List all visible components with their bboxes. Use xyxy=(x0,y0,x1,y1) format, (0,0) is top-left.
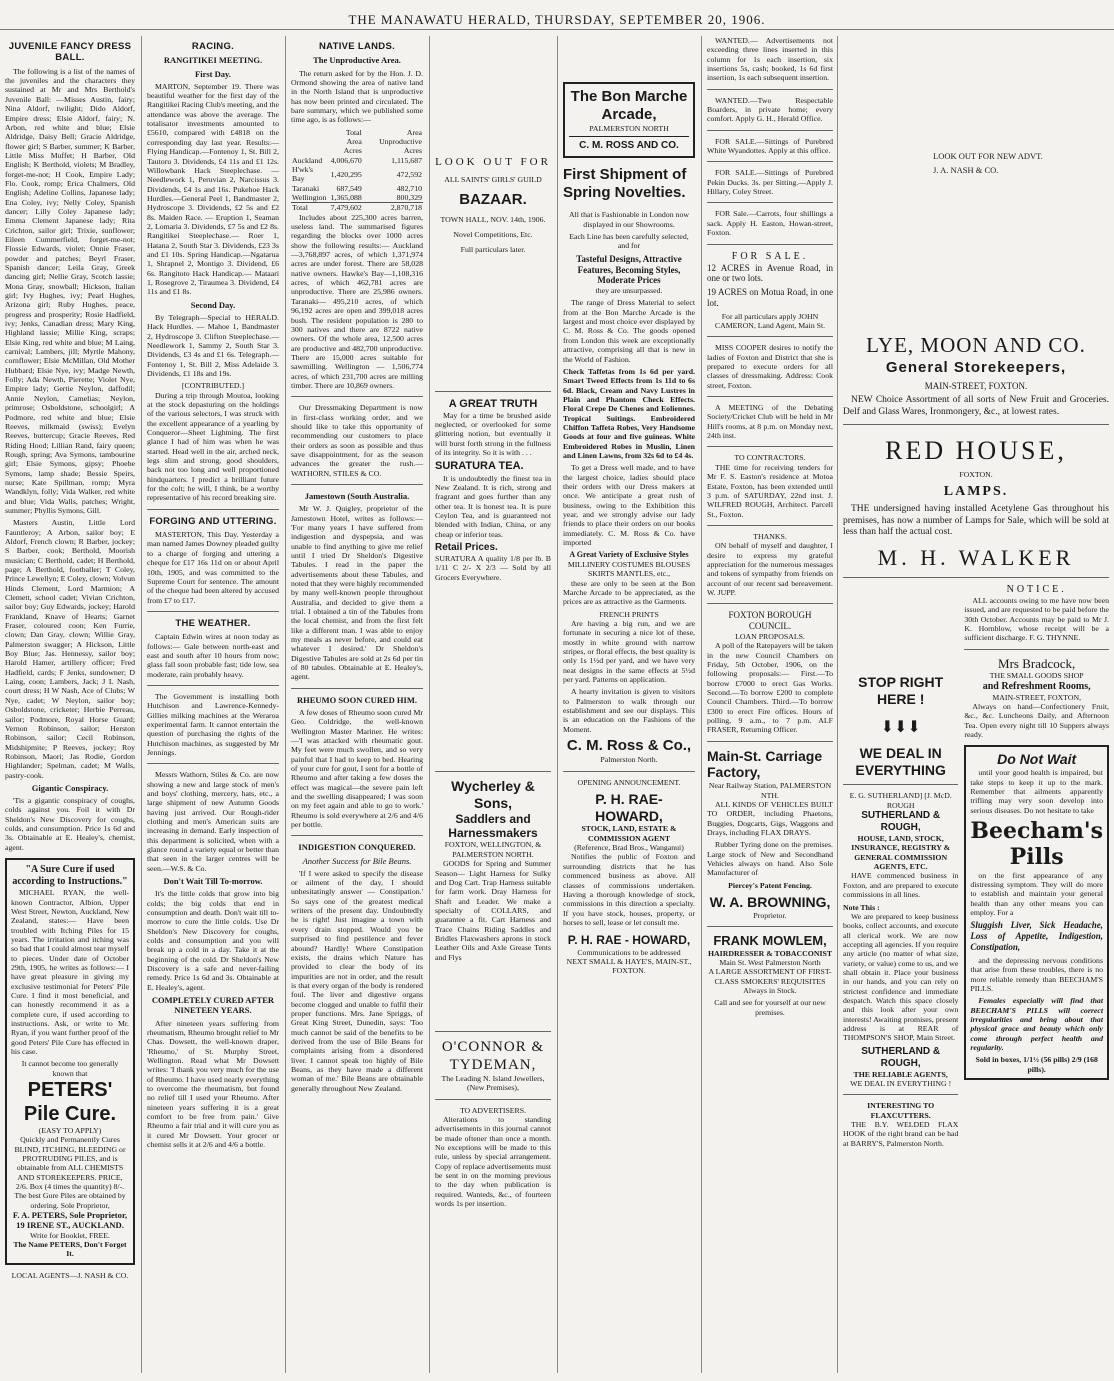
section-subtitle: Don't Wait Till To-morrow. xyxy=(163,876,263,887)
ad-body: May for a time be brushed aside neglected, or overlooked for some glittering notion, but eventually it will burst forth strong in the fullness of its integrity. So it is with . . . xyxy=(435,410,551,458)
ad-text: Proprietor. xyxy=(753,910,787,920)
article-body: 'Tis a gigantic conspiracy of coughs, colds against you. Foil it with Dr Sheldon's New Discovery for coughs, colds, and consumption. Price 1s 6d and 3s. Obtainable at E. Healey's, chemist, agent. xyxy=(5,796,135,852)
article-body: 'If I were asked to specify the disease or ailment of the day, I should unhesitatingly answer — Constipation.' So says one of the greatest medical writers of the present day. Undoubtedly he is right! Just imagine a town with every drain stopped. Would you be surprised to find pestilence and fever abound? Hardly! Where Constipation exists, the drains which Nature has provided to clear the body of its impurities are not in order, and the result is that every organ of the body is rendered foul. The liver and digestive organs become clogged and unable to fulfil their proper functions. Mrs. Jane Spriggs, of Great King Street, Dunedin, says: 'Too much cannot be said of the benefits to be derived from the use of Bile Beans for complaints arising from a disordered liver. I cannot speak too highly of Bile Beans, as they have made a different woman of me.' Bile Beans are obtainable generally throughout New Zealand. xyxy=(291,868,423,1093)
peters-ad xyxy=(5,858,135,1265)
ad-text: FRENCH PRINTS xyxy=(599,609,659,619)
ad-text: Sluggish Liver, Sick Headache, Loss of Appetite, Indigestion, Constipation, xyxy=(970,920,1103,953)
ad-body: All that is Fashionable in London now displayed in our Showrooms. xyxy=(569,210,689,229)
ad-headline: SURATURA TEA. xyxy=(435,460,524,473)
local-agents: LOCAL AGENTS—J. NASH & CO. xyxy=(11,1270,129,1280)
ad-headline: NOTICE. xyxy=(1006,584,1067,596)
ad-body: NEW Choice Assortment of all sorts of New Fruit and Groceries. Delf and Glass Wares, Ironmongery, &c., at lowest rates. xyxy=(843,395,1109,417)
section-subtitle: RANGITIKEI MEETING. xyxy=(163,55,263,66)
ad-body: Check Taffetas from 1s 6d per yard. Smart Tweed Effects from 1s 11d to 6s 6d. Black, Cream and Navy Lustres in Plain and Phantom Check Effects. Floral Crepe De Chenes and Eoliennes. Tropical Suitings. Embroidered Chiffon Taffeta Robes, Very Handsome Goods at four and five guineas. White Embroidered Robes in Muslin, Linen and Linen Lawns, from 32s 6d to £4 4s. xyxy=(563,366,695,460)
ad-body: Rubber Tyring done on the premises. Large stock of New and Secondhand Vehicles always on hand. Also Sole Manufacturer of xyxy=(707,840,833,878)
ad-body: It is undoubtedly the finest tea in New Zealand. It is rich, strong and fragrant and goes further than any other tea. It is honest tea. It is pure Ceylon Tea, and is guaranteed not blended with Indian, China, or any cheap or inferior teas. xyxy=(435,473,551,539)
ad-body: To get a Dress well made, and to have the largest choice, ladies should place their orders with our Dress makers at once. We anticipate a great rush of business, owing to the Exhibition this year, and we strongly advise our lady friends to place their orders on our books immediately. C. M. Ross & Co. have imported xyxy=(563,463,695,548)
ad-text: Write for Booklet, FREE. xyxy=(29,1230,111,1240)
ad-text: Main St. West Palmerston North xyxy=(719,958,821,968)
classified-ad: MISS COOPER desires to notify the ladies of Foxton and District that she is prepared to execute orders for all classes of dressmaking. Address: Cook street, Foxton. xyxy=(707,343,833,390)
ad-text: MAIN-STREET, FOXTON. xyxy=(924,380,1028,391)
ad-body: Are having a big run, and we are fortunate in securing a nice lot of these, mostly in white ground with narrow stripes, or floral effects, the best quality is only 1s 1½d per yard, and we have very neat designs in the same effects at 5½d per yard. Patterns on application. xyxy=(563,619,695,685)
ad-headline: OPENING ANNOUNCEMENT. xyxy=(577,777,681,787)
classified-ad: FOR SALE.—Sittings of Purebred Pekin Ducks. 3s. per Sitting.—Apply J. Hillary, Coley Street. xyxy=(707,168,833,197)
article-body: It's the little colds that grow into big colds; the big colds that end in consumption and death. Don't wait till to-morrow to cure the little colds. Use Dr Sheldon's New Discovery for coughs, colds and consumption and you will break up a cold in a day. Take it at the beginning of the cold. Dr Sheldon's New Discovery is a safe and never-failing remedy. Price 1s 6d and 3s. Obtainable at E. Healey's, agent. xyxy=(147,889,279,992)
ad-body: on the first appearance of any distressing symptom. They will do more to establish and maintain your general health than any other means you can employ. For a xyxy=(970,870,1103,918)
ad-brand: C. M. Ross & Co., xyxy=(566,737,692,755)
ad-text: The Leading N. Island Jewellers, (New Premises), xyxy=(441,1073,545,1093)
article-body: A few doses of Rheumo soon cured Mr Geo. Coldridge, the well-known Wellington Master Mariner. He writes:—'I was attacked with rheumatic gout. My feet were much swollen, and so very painful that I had to keep to bed. Hearing of your cure for gout, I sent for a bottle of Rheumo and after taking a few doses the effect was magical—the severe pain left and the swelling disappeared; I was soon on my feet again and able to go to work.' Rheumo is sold everywhere at 2/6 and 4/6 per bottle. xyxy=(291,707,423,830)
article-body: MASTERTON, This Day. Yesterday a man named James Downey pleaded guilty to a charge of forging and uttering a cheque for £17 16s 11d on or about April 10th, 1905, and was committed to the Supreme Court for sentence. The amount of the cheque had been altered by accused from £7 to £17. xyxy=(147,530,279,605)
article-body: MARTON, September 19. There was beautiful weather for the first day of the Rangitikei Racing Club's meeting, and the attendance was above the average. The totalisator investments amounted to £5610, compared with £4818 on the corresponding day last year. Results:— Flying Handicap.—Fontenoy 1, St. Bill 2, Tautoru 3. Dividends, £4 11s and £1 12s. Willowbank Hack Steeplechase. —Needlework 1, Peruvian 2, Narcissus 3. Dividends, £4 1s and 16s. Pukehoe Hack Hurdles.—General Peel 1, Bandmaster 2, Hydroscope 3. Dividends, £2 5s and £2 8s. Maiden Race. — Eruption 1, Seaman 2, Lomaria 3. Dividends, £7 5s and £2 8s. Rangitikei Steeplechase.— Roer 1, Hatana 2, South Star 3. Dividends, £23 3s and £1 10s. Spring Handicap.—Ngatarua 1, Shrapnel 2, Montigo 3. Dividend, £6 6s. Rangitoto Hack Handicap.— Mataari 1, Rosegrove 2, Tiraumea 3. Dividend, £4 11s and £1 8s. xyxy=(147,81,279,297)
ad-text: THE SMALL GOODS SHOP xyxy=(989,671,1084,681)
beecham-ad xyxy=(964,745,1109,1080)
ad-body: THE B.Y. WELDED FLAX HOOK of the right brand can be had at BARRY'S, Palmerston North. xyxy=(843,1120,959,1148)
ad-text: (Reference, Brad Bros., Wanganui) xyxy=(574,843,684,853)
ad-text: (EASY TO APPLY) xyxy=(38,1126,102,1136)
article-body: The Government is installing both Hutchison and Lawrence-Kennedy-Gillies milking machines at the Weraroa experimental farm. It cannot entertain the question of purchasing the rights of the Hutchison machines, as suggested by Mr Jennings. xyxy=(147,691,279,758)
section-title: THE WEATHER. xyxy=(175,617,251,629)
ad-body: Females especially will find that BEECHAM'S PILLS will correct irregularities and bring about that physical grace and beauty which only come through perfect health and regularity. xyxy=(970,996,1103,1052)
native-land-table xyxy=(291,128,423,213)
nash-notice xyxy=(933,151,1043,175)
article-body: After nineteen years suffering from rheumatism, Rheumo brought relief to Mr Chas. Dowsett, the well-known draper, 'Rheumo,' of St. Murphy Street, Wellington. Read what Mr Dowsett writes: 'I thank you very much for the use of Rheumo. I have used nearly everything to overcome the rheumatism, but found no relief till I used your Rheumo. After nineteen years suffering it is a great comfort to be free from pain.' Give Rheumo a fair trial and it will cure you as it cured Mr Dowsett. Your grocer or chemist sells it at 2/6 and 4/6 a bottle. xyxy=(147,1018,279,1149)
ad-brand: Wycherley & Sons, xyxy=(451,778,535,811)
ad-body: these are only to be seen at the Bon Marche Arcade to be appreciated, as the prices are as attractive as the Garments. xyxy=(563,578,695,607)
article-body: Mr W. J. Quigley, proprietor of the Jamestown Hotel, writes as follows:— 'For many years I have suffered from indigestion and dyspepsia, and was unable to find anything to give me relief until I tried Dr Sheldon's Digestive Tabules. I read in the paper the advertisements about these Tabules, and noted that they were highly recommended by many well-known people throughout Australia, and decided to give them a trial. I obtained a tin of the Tabules from the local chemist, and from the first felt like a different man. I was able to enjoy my meals as never before, and could eat whatever I desired.' Dr Sheldon's Digestive Tabules are sold at 2s 6d per tin of 80 tabules. Obtainable at E. Healey's, agent. xyxy=(291,504,423,682)
ad-text: NEXT SMALL & HAYE'S, MAIN-ST., FOXTON. xyxy=(566,956,692,976)
classified-heading: LOAN PROPOSALS. xyxy=(735,631,805,641)
article-body: Captain Edwin wires at noon today as follows:— Gale between north-east and east and south after 10 hours from now; glass fall soon probable fast; tide low, sea moderate, rain probably heavy. xyxy=(147,632,279,679)
article-body: Includes about 225,300 acres barren, useless land. The summarised figures regarding the blocks over 1000 acres show the following results:— Auckland—3,768,897 acres, of which 1,371,974 acres are under forest. There are 58,028 native owners. Hawke's Bay—1,108,316 acres, of which 462,781 acres are unproductive. There are 25,986 owners. Taranaki— 495,210 acres, of which 96,192 acres are open and 399,018 acres bush. The resident population is 280 to 300 natives and there are 8722 native owners. Of the whole area, 12,500 acres are productive and 482,700 unproductive. There are 15,000 acres suitable for sawmilling. Wellington — 1,506,774 acres, of which 231,700 acres are milling timber. There are 10,869 owners. xyxy=(291,212,423,390)
column-3 xyxy=(286,36,428,1373)
ad-text: STOCK, LAND, ESTATE & COMMISSION AGENT xyxy=(581,824,677,843)
ad-headline: "A Sure Cure if used according to Instructions." xyxy=(12,864,128,888)
table-row: Auckland 4,006,670 1,115,687 xyxy=(292,155,422,165)
section-subtitle: Second Day. xyxy=(190,299,236,310)
ad-headline: Saddlers and Harnessmakers xyxy=(448,811,538,841)
ad-brand: W. A. BROWNING, xyxy=(709,894,831,911)
ad-headline: First Shipment of Spring Novelties. xyxy=(563,166,687,202)
classified-ad: For all particulars apply JOHN CAMERON, Land Agent, Main St. xyxy=(714,311,826,331)
bottom-columns xyxy=(843,584,1109,1151)
ad-brand: P. H. RAE - HOWARD, xyxy=(567,933,691,948)
table-row: H'wk's Bay 1,420,295 472,592 xyxy=(292,165,422,184)
ad-text: Novel Competitions, Etc. xyxy=(453,229,533,239)
ad-text: Near Railway Station, PALMERSTON NTH. xyxy=(708,781,832,800)
ad-text: A Great Variety of Exclusive Styles xyxy=(569,550,689,560)
lye-moon-headline: LYE, MOON AND CO. xyxy=(866,333,1086,358)
ad-text: HOUSE, LAND, STOCK, INSURANCE, REGISTRY & GENERAL COMMISSION AGENTS, ETC. xyxy=(851,834,951,872)
classified-ad: FOR SALE.—Sittings of Purebred White Wyandottes. Apply at this office. xyxy=(707,136,833,156)
ad-brand: PETERS' Pile Cure. xyxy=(23,1079,117,1126)
right-subcolumn xyxy=(964,584,1109,1151)
ad-text: MAIN-STREET, FOXTON, xyxy=(992,692,1082,702)
ad-text: LOOK OUT FOR xyxy=(435,156,551,168)
section-subtitle: Another Success for Bile Beans. xyxy=(302,855,412,866)
ad-headline: Retail Prices. xyxy=(435,542,498,554)
ad-brand: SUTHERLAND & ROUGH, xyxy=(861,810,941,834)
article-title: Gigantic Conspiracy. xyxy=(31,782,109,793)
ad-body: A LARGE ASSORTMENT OF FIRST-CLASS SMOKERS' REQUISITES Always in Stock. xyxy=(708,967,832,996)
ad-body: The range of Dress Material to select from at the Bon Marche Arcade is the largest and most choice ever displayed by C. M. Ross & Co. The goods opened from London this week are exceptionally attractive, comprising all that is new in the World of Fashion. xyxy=(563,298,695,364)
ad-body: SURATURA A quality 1/8 per lb. B 1/11 C 2/- X 2/3 — Sold by all Grocers Everywhere. xyxy=(435,554,551,582)
ad-headline: General Storekeepers, xyxy=(885,358,1067,376)
ad-text: Full particulars later. xyxy=(460,245,526,255)
article-body: The return asked for by the Hon. J. D. Ormond showing the area of native land in the North Island that is unproductive has now been printed and circulated. The bare summary, which we published some time ago, is as follows:— xyxy=(291,68,423,125)
ad-text: TOWN HALL, NOV. 14th, 1906. xyxy=(440,214,546,224)
ad-body: Notifies the public of Foxton and surrounding districts that he has commenced business as above. All classes of commissions undertaken. Having a thorough knowledge of stock, commissions in this direction a specialty. If you have stock, houses, property, or horses to sell, lease or let consult me. xyxy=(563,852,695,927)
article-body: By Telegraph—Special to HERALD. Hack Hurdles. — Mahoe 1, Bandmaster 2, Hydroscope 3. Clifton Steeplechase.— Needlework 1, Sammy 2, South Star 3. Dividends, £3 4s and £1 6s. Telegraph.— Fontenoy 1, St. Bill 2, Miss Adelaide 3. Dividends, £1 18s and 19s. xyxy=(147,312,279,378)
section-subtitle: Jamestown (South Australia. xyxy=(304,491,410,502)
section-title: FORGING AND UTTERING. xyxy=(149,515,277,527)
classified-ad: THE time for receiving tenders for Mr F. S. Easton's residence at Motoa Estate, Foxton, has been extended until 3 p.m. of SATURDAY, 22nd inst. J. WILFRED ROUGH, Architect. Parcell St., Foxton. xyxy=(707,462,833,519)
column-4 xyxy=(430,36,556,1373)
ad-text: Note This : xyxy=(843,902,880,912)
column-2 xyxy=(142,36,284,1373)
ad-brand: M. H. WALKER xyxy=(877,544,1075,570)
ad-text: 19 IRENE ST., AUCKLAND. xyxy=(16,1220,124,1231)
column-1 xyxy=(0,36,140,1373)
table-row: Wellington 1,365,088 800,329 xyxy=(292,193,422,203)
classified-ad: WANTED.—Two Respectable Boarders, in private home; every comfort. Apply G. H., Herald Office. xyxy=(707,95,833,124)
arrow-icons: ⬇⬇⬇ xyxy=(880,718,921,736)
ad-headline: LAMPS. xyxy=(943,483,1009,499)
classified-heading: THANKS. xyxy=(753,531,787,541)
left-subcolumn xyxy=(843,584,958,1151)
ad-text: C. M. ROSS AND CO. xyxy=(569,136,689,152)
section-subtitle: COMPLETELY CURED AFTER NINETEEN YEARS. xyxy=(151,995,275,1016)
ad-text: PALMERSTON NORTH xyxy=(589,124,669,133)
bon-marche-ad xyxy=(563,82,695,158)
classified-ad: FOR Sale.—Carrots, four shillings a sack. Apply H. Easton, Howan-street, Foxton. xyxy=(707,209,833,238)
article-title: JUVENILE FANCY DRESS BALL. xyxy=(8,41,132,64)
ad-headline: Do Not Wait xyxy=(997,751,1077,768)
section-subtitle: First Day. xyxy=(195,68,231,79)
notice-body: ALL accounts owing to me have now been issued, and are requested to be paid before the 30th October. Accounts may be paid to Mr J. K. Hornblow, whose receipt will be a sufficient discharge. F. G. THYNNE. xyxy=(964,596,1109,643)
ad-text: J. A. NASH & CO. xyxy=(933,165,999,176)
ad-brand: Beecham's Pills xyxy=(970,817,1103,871)
ad-text: F. A. PETERS, Sole Proprietor, xyxy=(12,1210,128,1221)
ad-text: Communications to be addressed xyxy=(577,947,681,957)
masthead: THE MANAWATU HERALD, THURSDAY, SEPTEMBER 20, 1906. xyxy=(0,0,1114,30)
ad-brand: Mrs Bradcock, xyxy=(998,655,1076,671)
bazaar-headline: BAZAAR. xyxy=(459,190,527,208)
ad-text: The Name PETERS, Don't Forget It. xyxy=(13,1240,127,1259)
ad-body: they are unsurpassed. xyxy=(595,286,663,296)
ad-text: MILLINERY COSTUMES BLOUSES SKIRTS MANTLES, etc., xyxy=(567,559,691,579)
table-total-row: Total 7,479,602 2,870,718 xyxy=(292,203,422,213)
ad-body: We are prepared to keep business books, collect accounts, and execute all clerical work. We are now accepting all agencies. If you require any article (no matter of what size, variety, or value) come to us, and we shall obtain it. Place your business in our hands, and you can rely on strictest confidence and immediate despatch. Watch this space closely and this look after your own interests! Awaiting promises, present address is at REAR of THOMPSON'S SHOP, Main Street. xyxy=(843,911,959,1043)
table-header: Area Unproductive xyxy=(379,127,422,146)
contributed-label: [CONTRIBUTED.] xyxy=(181,381,245,391)
ad-body: Call and see for yourself at our new premises. xyxy=(714,998,826,1017)
ad-brand: FRANK MOWLEM, xyxy=(713,933,827,949)
section-subtitle: INDIGESTION CONQUERED. xyxy=(298,842,416,853)
ad-body: THE undersigned having installed Acetylene Gas throughout his premises, has now a number of Lamps for Sale, which will be sold at less than half the actual cost. xyxy=(843,504,1109,538)
table-header: Acres xyxy=(343,146,362,156)
classified-heading: TO CONTRACTORS. xyxy=(734,453,806,463)
article-body: During a trip through Moutoa, looking at the stock depasturing on the holdings of the various selectors, I was struck with the excellent appearance of a yearling by Conqueror—Sheet Lightning. The first glance I had of him was when he was started. Head well in the air, arched neck, legs slim and strong, good shoulders, back not too long and well proportioned hindquarters. I predict a brilliant future for the colt; he will, I think, be a worthy representative of his record breaking sire. xyxy=(147,390,279,503)
ad-headline: WE DEAL IN EVERYTHING xyxy=(855,744,946,778)
ad-brand: P. H. RAE-HOWARD, xyxy=(595,790,663,824)
article-body: Masters Austin, Little Lord Fauntleroy; A Arbon, sailor boy; E Aldorf, French clown; R Barber, jockey; S Barber, cook; Berthold, Moorish musician; C Berthold, cadet; H Berthold, page; A Berthold, footballer; T Coley, Prince Lewellyn; E Coley, clown; Volvun Hinds Clement, Lord Marmion; A Clemett, school cadet; Vivian Crichton, sailor boy; Guy Edwards, jockey; Harold Frankland, Knave of Hearts; Garnet Fraser, coloured coon; Ken Furrie, clown; Dan Gray, clown; Willie Gray, Palmerston swagger; A Hickson, Little Boy Blue; Jas. Hennessy, sailor boy; Harold Hamer, artillery officer; Fred Hadfield, cards; F Jenks, sundowner; D Laing, coon; Lambers, Jack; J L Nash, court dress; H W Nash, Ace of Clubs; W Nye, cadet; W Neylon, sailor boy; Osboldstone, cricketer; Herbie Perreau, sailor; Podmore, Royal Horse Guard; Vernon Robinson, sailor; Herston Robinson, sailor; Cecil Robinson, Midshipmite; P Reeves, jockey; Roy Robinson, Maori; Jas Rodie, Gordon Highlander; Spelman, cadet; M Walls, pastry-cook. xyxy=(5,518,135,780)
section-subtitle: The Unproductive Area. xyxy=(313,55,401,66)
ad-body: A hearty invitation is given to visitors to Palmerston to walk through our establishment and see our displays. This is an education on the Fashions of the Moment. xyxy=(563,687,695,734)
ad-headline: STOP RIGHT HERE ! xyxy=(858,674,944,707)
ad-body: MICHAEL RYAN, the well-known Contractor, Albion, Upper West Street, Newton, Auckland, New Zealand, states:— Have been troubled with Itching Piles for 15 years. The irritation and itching was so bad that I could almost tear myself to pieces. Under date of October 29th, 1905, he writes as follows:— I have great pleasure in giving my exclusive testimonial for Peters' Pile Cure. I find it most beneficial, and can honestly recommend it as a complete cure, if used according to instructions. Ask, or write to Mr. Ryan, if you want further proof of the good Peters' Pile Cure has effected in his case. xyxy=(11,888,129,1056)
table-header: Total Area xyxy=(345,127,362,146)
classified-ad: A poll of the Ratepayers will be taken in the new Council Chambers on Friday, 5th October, 1906, on the following proposals:— First.—To borrow £7000 to erect Gas Works. Second.—To borrow £200 to complete Council Chambers. Third.—To borrow £300 to erect Fire offices. Hours of polling, 9 a.m., to 7 p.m. ALF FRASER, Returning Officer. xyxy=(707,641,834,735)
notice-body: Alterations to standing advertisements in this journal cannot be made oftener than once a month. No exceptions will be made to this rule, unless by special arrangement. Copy of replace advertisements must be sent in on the morning previous to the day when publication is required. Wanteds, &c., of fourteen words 1s per insertion. xyxy=(435,1114,551,1209)
section-subtitle: TO ADVERTISERS. xyxy=(459,1105,527,1115)
ad-text: and Refreshment Rooms, xyxy=(982,680,1091,692)
ad-brand: The Bon Marche Arcade, xyxy=(570,88,688,123)
ad-text: Palmerston North. xyxy=(600,755,658,765)
classified-ad: ON behalf of myself and daughter, I desire to express my grateful appreciation for the numerous messages and tokens of sympathy from friends on account of our recent sad bereavement. W. JUPP. xyxy=(707,541,833,597)
ad-text: Piercey's Patent Fencing. xyxy=(728,880,812,890)
section-title: NATIVE LANDS. xyxy=(318,41,396,52)
classified-ad: 12 ACRES in Avenue Road, in one or two lots. xyxy=(707,262,833,284)
ad-body: GOODS for Spring and Summer Season— Light Harness for Sulky and Dog Cart. Trap Harness suitable for farm work. Dray Harness for Shaft and Leader. We make a specialty of COLLARS, and guarantee a fit. Cart Harness and Trace Chains Riding Saddles and Bridles Flaxwashers aprons in stock Leather Oils and Axle Grease Tents and Flys xyxy=(435,859,551,962)
ad-text: Tasteful Designs, Attractive Features, Becoming Styles, Moderate Prices xyxy=(576,253,682,286)
article-body: Our Dressmaking Department is now in first-class working order, and we should like to take this opportunity of recommending our customers to place their orders as soon as possible and thus save disappointment, for as the season advances the greater the rush.—WATHORN, STILES & CO. xyxy=(291,403,423,478)
ad-text: HAIRDRESSER & TOBACCONIST xyxy=(707,948,833,958)
ad-text: E. G. SUTHERLAND] [J. McD. ROUGH xyxy=(849,791,952,810)
ad-text: THE RELIABLE AGENTS, xyxy=(853,1069,948,1079)
classified-ad: A MEETING of the Debating Society/Cricket Club will be held in Mr Hill's rooms, at 8 p.m. on Monday next, 24th inst. xyxy=(707,403,833,441)
ad-text: FOXTON, WELLINGTON, & PALMERSTON NORTH. xyxy=(444,840,542,859)
ad-body: and the depressing nervous conditions that arise from these troubles, there is no more reliable remedy than BEECHAM'S PILLS. xyxy=(970,955,1103,993)
ad-body: HAVE commenced business in Foxton, and are prepared to execute commissions in all lines. xyxy=(843,871,959,900)
ad-brand: O'CONNOR & TYDEMAN, xyxy=(441,1038,545,1073)
column-5 xyxy=(558,36,700,1373)
ad-brand: SUTHERLAND & ROUGH, xyxy=(861,1045,941,1069)
ad-text: WE DEAL IN EVERYTHING ! xyxy=(850,1079,952,1088)
classified-heading: FOR SALE. xyxy=(731,250,809,262)
article-body: Messrs Wathorn, Stiles & Co. are now showing a new and large stock of men's and boys' clothing, mercery, hats, etc., a large shipment of new Autumn Goods having just arrived. Our Rough-rider clothing and men's American suits are increasing in demand. Early inspection of this department is solicited, when with a glance round a variety equal or better than that seen in the larger centres will be seen.—W.S. & Co. xyxy=(147,770,279,873)
ad-body: Each Line has been carefully selected, and for xyxy=(569,232,689,251)
table-row: Taranaki 687,549 482,710 xyxy=(292,183,422,193)
ad-text: INTERESTING TO FLAXCUTTERS. xyxy=(867,1101,935,1120)
table-header: Acres xyxy=(403,146,422,156)
column-6 xyxy=(702,36,838,1373)
ad-body: ALL KINDS OF VEHICLES BUILT TO ORDER, including Phaetons, Buggies, Dogcarts, Gigs, Waggons and Drays, including FLAX DRAYS. xyxy=(707,799,833,837)
ad-text: FOXTON. xyxy=(959,470,993,480)
article-body: The following is a list of the names of the juveniles and the characters they sustained at Mr and Mrs Berthold's Juvenile Ball: —Misses Austin, fairy; Nina Aldorf, twilight; Dido Aldorf, Empire dress; Elsie Aldorf, fairy; N. Arbon, red white and blue; Elsie Aldridge, Daisy Bell; Gracie Aldridge, flower girl; S Barber, summer; K Barber, Little Miss Muffet; H Barber, Old English; K Berthold, violets; M Bradley, forget-me-not; H Cook, Empire Lady; Flo. Cook, romp; Erica Chalmers, Old English; Adeline Collins, Japanese lady; Ena Coley, ivy; Nelly Coley, Spanish dancer; Lilly Coley Japanese lady; Emma Clement Japanese lady; Rita Crichton, sailor girl; Trixie, sunflower; Eileen Cummerfield, forget-me-not; Flossie Edwards, violet; Onnie Fraser, powder and patches; Beyrl Fraser, Spanish dancer; Leila Gray, Greek dancing girl; Nellie Gray, Scotch lassie; Mona Gray, snowball; Hickson, Italian girl; Ivy Hughes, ivy; Pearl Hughes, Arizona girl; Ruby Hughes, peace, progress and prosperity; Rosie Hadfield, ivy; Jenks, Canadian dress; Mary King, Highland lassie; Millie King, scraps; Elsie King, red white and blue; M Laing, carnival; Lambers, jill; Myrtle Mahony, cornflower; Elsie McMillan, Old Mother Hubbard; Elsie Nye, ivy; Madge Newth, Folly; Ada Newth, Pierette; Violet Nye, Empire lady; Gertie Neylon, daffodil; Annie Neylon, Camelias; Neylon, primrose; Osboldstone, schoolgirl; A Podmore, red white and blue; Elsie Reeves, milkmaid (swiss); Evelyn Reeves, buttercup; Gracie Reeves, Red Riding Hood; Lillian Rand, fairy queen; Rough, spring; Ava Symons, tambourine girl; Elsie Symons, gipsy; Phoebe Symons, lamp shade; Bessie Speirs, nurse; Kate Spillman, romp; Myra Wandklyn, folly; Vida Walker, red white and blue; Vida Walls, patches; Wright, summer; Phyllis Symons, Gill. xyxy=(5,66,135,515)
classified-heading: FOXTON BOROUGH COUNCIL. xyxy=(728,610,812,632)
ad-text: Sold in boxes, 1/1½ (56 pills) 2/9 (168 pills). xyxy=(975,1055,1098,1074)
ad-text: LOOK OUT FOR NEW ADVT. xyxy=(933,151,1043,161)
ad-text: It cannot become too generally known that xyxy=(21,1059,119,1078)
ad-body: until your good health is impaired, but take steps to keep it up to the mark. Remember that ailments apparently trifling may very soon develop into serious diseases. Do not hesitate to take xyxy=(970,768,1103,815)
ad-headline: A GREAT TRUTH xyxy=(448,397,538,410)
classified-ad: WANTED.— Advertisements not exceeding three lines inserted in this column for 1s each insertion, six insertions 5s, cash; booked, 1s 6d first insertion, 1s each subsequent insertion. xyxy=(707,36,833,83)
red-house-headline: RED HOUSE, xyxy=(885,436,1067,466)
column-7 xyxy=(838,36,1114,1373)
ad-text: Quickly and Permanently Cures BLIND, ITCHING, BLEEDING or PROTRUDING PILES, and is obtainable from ALL CHEMISTS AND STOREKEEPERS. PRICE, 2/6. Box (4 times the quantity) 8/-. The best Gure Piles are obtained by ordering. Sole Proprietor, xyxy=(14,1135,126,1210)
section-title: RACING. xyxy=(191,41,235,52)
ad-brand: Main-St. Carriage Factory, xyxy=(707,747,823,781)
ad-body: Always on hand—Confectionery Fruit, &c., &c. Luncheons Daily, and Afternoon Tea. Open every night till 10 Suppers always ready. xyxy=(964,702,1109,740)
section-subtitle: RHEUMO SOON CURED HIM. xyxy=(297,694,417,705)
classified-ad: 19 ACRES on Motua Road, in one lot. xyxy=(707,287,833,308)
ad-text: ALL SAINTS' GIRLS' GUILD xyxy=(444,175,542,185)
